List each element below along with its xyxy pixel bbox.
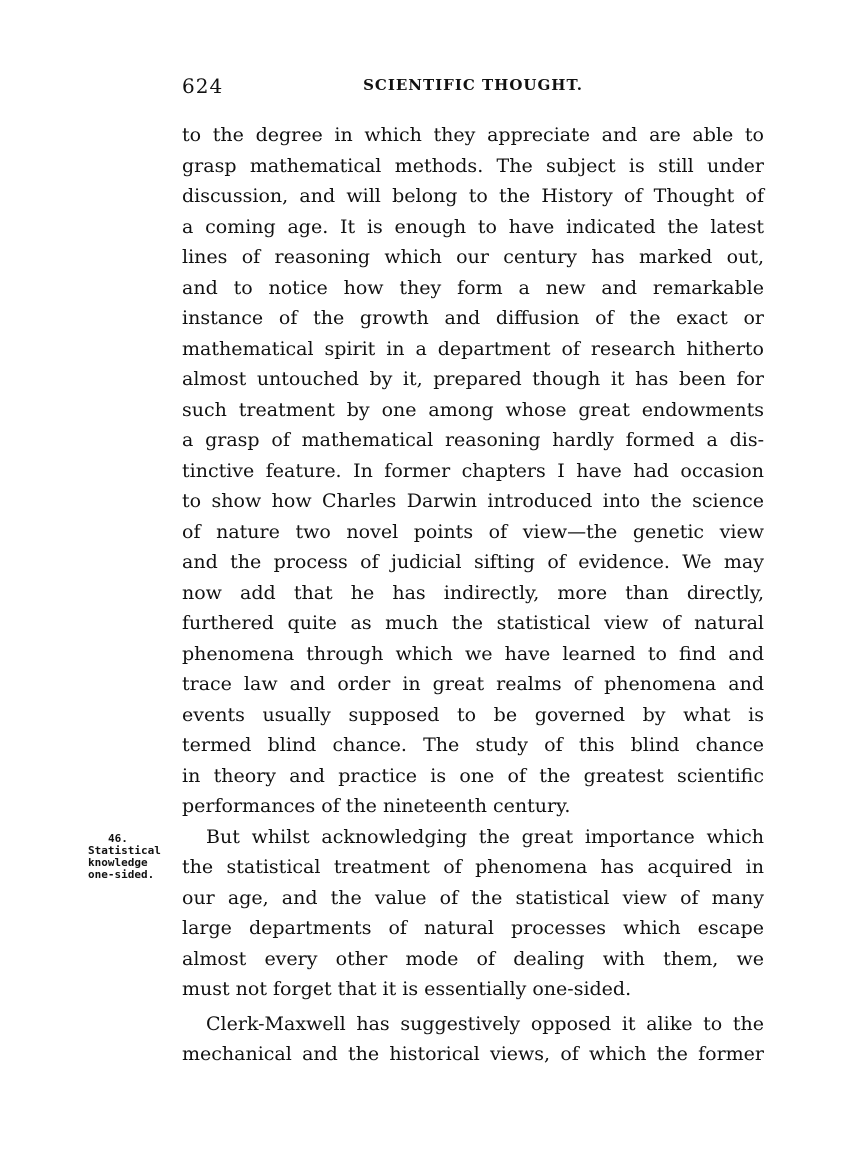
- text-line: performances of the nineteenth century.: [182, 795, 571, 817]
- page-number: 624: [182, 74, 224, 98]
- text-line: almost untouched by it, prepared though it has been for: [182, 368, 764, 390]
- text-line: in theory and practice is one of the greatest scientific: [182, 764, 764, 787]
- text-line: such treatment by one among whose great endowments: [182, 398, 764, 421]
- page-header: [182, 74, 764, 104]
- paragraph-1: [182, 120, 764, 822]
- text-line: a grasp of mathematical reasoning hardly formed a dis-: [182, 429, 764, 451]
- text-line: and the process of judicial sifting of evidence. We may: [182, 551, 764, 573]
- text-line: termed blind chance. The study of this blind chance: [182, 734, 764, 756]
- text-line: phenomena through which we have learned to find and: [182, 642, 764, 665]
- margin-note-number: 46.: [108, 832, 128, 845]
- text-line: instance of the growth and diffusion of the exact or: [182, 307, 764, 329]
- margin-note-line: knowledge: [88, 856, 148, 869]
- text-line: mathematical spirit in a department of research hitherto: [182, 337, 764, 360]
- text-line: our age, and the value of the statistical view of many: [182, 886, 764, 909]
- text-line: events usually supposed to be governed by what is: [182, 703, 764, 726]
- text-line: mechanical and the historical views, of which the former: [182, 1043, 764, 1065]
- text-line: must not forget that it is essentially one-sided.: [182, 978, 632, 1000]
- text-line: a coming age. It is enough to have indicated the latest: [182, 215, 764, 238]
- paragraph-3: [182, 1009, 764, 1070]
- text-line: tinctive feature. In former chapters I have had occasion: [182, 459, 764, 482]
- running-title: SCIENTIFIC THOUGHT.: [363, 76, 583, 94]
- margin-note-line: Statistical: [88, 844, 161, 857]
- margin-note-line: one-sided.: [88, 868, 155, 881]
- text-line: the statistical treatment of phenomena has acquired in: [182, 856, 764, 878]
- text-line: now add that he has indirectly, more than directly,: [182, 581, 764, 604]
- text-line: But whilst acknowledging the great importance which: [206, 825, 764, 848]
- text-line: large departments of natural processes which escape: [182, 917, 764, 939]
- text-line: discussion, and will belong to the History of Thought of: [182, 185, 764, 207]
- text-line: trace law and order in great realms of phenomena and: [182, 673, 764, 695]
- text-line: and to notice how they form a new and remarkable: [182, 276, 764, 299]
- text-line: lines of reasoning which our century has marked out,: [182, 246, 764, 268]
- margin-note: [88, 833, 178, 881]
- body-text: [182, 120, 764, 1070]
- text-line: of nature two novel points of view—the genetic view: [182, 520, 764, 543]
- paragraph-2: [182, 822, 764, 1005]
- text-line: furthered quite as much the statistical view of natural: [182, 612, 764, 634]
- text-line: to the degree in which they appreciate and are able to: [182, 124, 764, 146]
- text-line: grasp mathematical methods. The subject is still under: [182, 154, 764, 177]
- text-line: Clerk-Maxwell has suggestively opposed it alike to the: [206, 1012, 764, 1035]
- text-line: almost every other mode of dealing with them, we: [182, 947, 764, 970]
- text-line: to show how Charles Darwin introduced into the science: [182, 490, 764, 512]
